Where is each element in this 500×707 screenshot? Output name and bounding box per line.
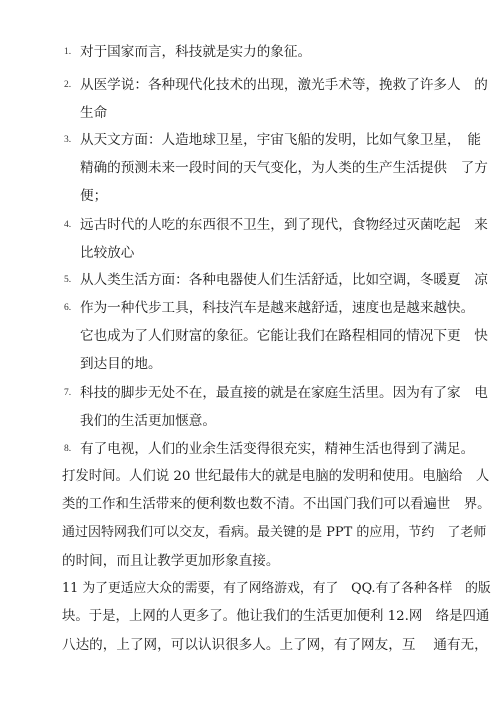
text-line: 生命 xyxy=(80,105,108,121)
text-line: 从人类生活方面：各种电器使人们生活舒适，比如空调，冬暖夏 凉 xyxy=(80,272,488,288)
list-number: 3. xyxy=(64,135,72,145)
text-line: 块。于是，上网的人更多了。他让我们的生活更加便利 12.网 络是四通 xyxy=(62,609,490,624)
text-line: 11 为了更适应大众的需要，有了网络游戏，有了 QQ.有了各种各样 的版 xyxy=(62,581,491,596)
text-line: 通过因特网我们可以交友，看病。最关键的是 PPT 的应用，节约 了老师 xyxy=(62,525,487,540)
text-line: 它也成为了人们财富的象征。它能让我们在路程相同的情况下更 快 xyxy=(80,328,488,344)
list-number: 5. xyxy=(64,275,72,285)
text-line: 到达目的地。 xyxy=(80,356,162,372)
text-line: 便； xyxy=(80,188,108,204)
text-line: 作为一种代步工具，科技汽车是越来越舒适，速度也是越来越快。 xyxy=(80,300,475,316)
text-line: 八达的，上了网，可以认识很多人。上了网，有了网友，互 通有无， xyxy=(62,637,488,653)
text-line: 的时间，而且让教学更加形象直接。 xyxy=(62,553,280,569)
text-line: 远古时代的人吃的东西很不卫生，到了现代，食物经过灭菌吃起 来 xyxy=(80,217,488,233)
list-number: 4. xyxy=(64,220,72,230)
list-number: 7. xyxy=(64,388,72,398)
text-line: 从医学说：各种现代化技术的出现，激光手术等，挽救了许多人 的 xyxy=(80,77,488,93)
text-line: 对于国家而言，科技就是实力的象征。 xyxy=(80,44,312,60)
text-line: 我们的生活更加惬意。 xyxy=(80,413,216,429)
list-number: 1. xyxy=(64,47,72,57)
text-line: 精确的预测未来一段时间的天气变化，为人类的生产生活提供 了方 xyxy=(80,160,488,176)
list-number: 2. xyxy=(64,80,72,90)
text-line: 有了电视，人们的业余生活变得很充实，精神生活也得到了满足。 xyxy=(80,441,475,457)
text-line: 科技的脚步无处不在，最直接的就是在家庭生活里。因为有了家 电 xyxy=(80,385,488,401)
list-number: 6. xyxy=(64,303,72,313)
text-line: 类的工作和生活带来的便利数也数不清。不出国门我们可以看遍世 界。 xyxy=(62,497,491,512)
text-line: 从天文方面：人造地球卫星，宇宙飞船的发明，比如气象卫星， 能 xyxy=(80,132,482,148)
text-line: 比较放心 xyxy=(80,245,135,261)
text-line: 打发时间。人们说 20 世纪最伟大的就是电脑的发明和使用。电脑给 人 xyxy=(62,469,490,484)
list-number: 8. xyxy=(64,444,72,454)
